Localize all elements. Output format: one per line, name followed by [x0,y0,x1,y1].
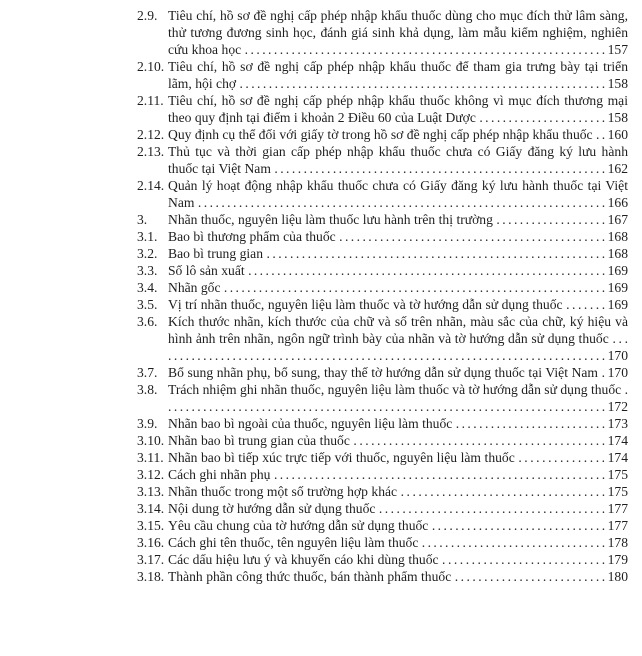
toc-entry-number: 2.11. [137,93,164,108]
toc-entry-body [168,483,628,500]
toc-entry[interactable] [137,92,628,126]
toc-entry-number: 2.14. [137,178,165,193]
toc-entry-page-number: 174 [607,433,628,448]
toc-entry-page-number: 169 [607,280,628,295]
dot-leader: . . . . . . . . . . . . . . . . . . . . . . . . . . . . . . . . . . . . . . . . . . . . . . . . . . . . . . . . . . . . . . . . . . . . . . . . . . . . . . [168,331,629,363]
toc-entry-title: Trách nhiệm ghi nhãn thuốc, nguyên liệu làm thuốc và tờ hướng dẫn sử dụng thuốc [168,382,622,397]
toc-entry[interactable] [137,534,628,551]
toc-entry-title: Nội dung tờ hướng dẫn sử dụng thuốc [168,501,376,516]
dot-leader: . . . . . . . . . . . . . . . . . . . . . . . . . . . . . . . . . . . . . . . . . . . . . . [339,229,608,244]
toc-entry-number: 3.9. [137,416,158,431]
dot-leader: . [601,365,608,380]
toc-entry[interactable] [137,551,628,568]
toc-entry[interactable] [137,415,628,432]
toc-entry-body [168,551,628,568]
toc-entry-number: 3.12. [137,467,165,482]
toc-entry-title: Tiêu chí, hồ sơ đề nghị cấp phép nhập khẩu thuốc để tham gia trưng bày tại triển lãm, hội chợ [168,59,628,91]
dot-leader: . . . . . . . . . . . . . . . . . . . . . . . . . . [454,569,608,584]
toc-entry-number: 3.7. [137,365,158,380]
dot-leader: . . . . . . . . . . . . . . . . . . . . . . . . . . . . . . . . . . . . . . . . . . . . . . . . . . . . . . . . . . [266,246,608,261]
toc-entry-page-number: 157 [607,42,629,57]
dot-leader: . . . . . . . . . . . . . . . . . . . . . . . . . . . . . . . . . . . [400,484,608,499]
toc-entry-title: Nhãn gốc [168,280,221,295]
toc-entry-title: Nhãn bao bì trung gian của thuốc [168,433,350,448]
toc-entry-page-number: 174 [607,450,628,465]
toc-entry[interactable] [137,211,628,228]
toc-entry-title: Bổ sung nhãn phụ, bổ sung, thay thế tờ hướng dẫn sử dụng thuốc tại Việt Nam [168,365,598,380]
toc-entry-number: 3.13. [137,484,165,499]
dot-leader: . . . . . . . . . . . . . . . . . . . . . . . . . . . . . . . . . . . . . . . . . . . . . . . . . . . . . . . . . . . . . . . . . . . . . . [197,195,608,210]
toc-entry-title: Cách ghi tên thuốc, tên nguyên liệu làm thuốc [168,535,419,550]
toc-entry-body [168,296,628,313]
toc-entry-number: 3.3. [137,263,158,278]
toc-entry-page-number: 169 [607,263,629,278]
toc-entry-number: 3.16. [137,535,165,550]
toc-entry[interactable] [137,228,628,245]
toc-entry-title: Tiêu chí, hồ sơ đề nghị cấp phép nhập khẩu thuốc không vì mục đích thương mại theo quy định tại điểm i khoản 2 Điều 60 của Luật Dược [168,93,628,125]
toc-entry-title: Các dấu hiệu lưu ý và khuyến cáo khi dùng thuốc [168,552,439,567]
toc-entry-title: Số lô sản xuất [168,263,245,278]
toc-entry-title: Nhãn bao bì tiếp xúc trực tiếp với thuốc, nguyên liệu làm thuốc [168,450,515,465]
toc-entry-number: 3.10. [137,433,165,448]
toc-entry-page-number: 180 [607,569,628,584]
toc-entry-number: 3.1. [137,229,158,244]
toc-entry-title: Thủ tục và thời gian cấp phép nhập khẩu thuốc chưa có Giấy đăng ký lưu hành thuốc tại Việt Nam [168,144,628,176]
toc-entry-title: Kích thước nhãn, kích thước của chữ và số trên nhãn, màu sắc của chữ, ký hiệu và hình ảnh trên nhãn, ngôn ngữ trình bày của nhãn và tờ hướng dẫn sử dụng thuốc [168,314,628,346]
toc-entry-page-number: 162 [607,161,629,176]
toc-entry-title: Nhãn thuốc trong một số trường hợp khác [168,484,398,499]
dot-leader: . . . . . . . [566,297,608,312]
toc-entry-number: 3.5. [137,297,158,312]
toc-entry[interactable] [137,313,628,364]
toc-entry[interactable] [137,296,628,313]
dot-leader: . . . . . . . . . . . . . . . . . . . . . . . . . . . . . . . . . . . . . . . . . . . . . . . . . . . . . . . . . [273,467,608,482]
dot-leader: . . . . . . . . . . . . . . . . . . . . . . . . . . . . . . . . . . . . . . . . . . . . . . . . . . . . . . . . . . . . . . . . . . . . . . . . . . . . [168,382,629,414]
toc-entry-number: 3.4. [137,280,158,295]
dot-leader: . . . . . . . . . . . . . . . . . . . . . . . . . . . . [442,552,608,567]
toc-entry-body [168,211,628,228]
toc-entry-body [168,415,628,432]
toc-entry-number: 3.11. [137,450,164,465]
toc-entry-number: 3.8. [137,382,158,397]
toc-entry-page-number: 170 [607,365,628,380]
toc-entry[interactable] [137,466,628,483]
dot-leader: . . . . . . . . . . . . . . . . . . . . . . . . . . . . . . . . . . . . . . . . . . . . . . . . . . . . . . . . . . . . . . . [239,76,608,91]
toc-entry-title: Yêu cầu chung của tờ hướng dẫn sử dụng thuốc [168,518,429,533]
toc-entry-body [168,92,628,126]
toc-entry-body [168,245,628,262]
toc-entry-title: Quản lý hoạt động nhập khẩu thuốc chưa có Giấy đăng ký lưu hành thuốc tại Việt Nam [168,178,628,210]
toc-entry-number: 3.17. [137,552,165,567]
toc-entry[interactable] [137,143,628,177]
toc-entry-title: Thành phần công thức thuốc, bán thành phẩm thuốc [168,569,452,584]
toc-entry-page-number: 160 [607,127,629,142]
toc-entry-body [168,568,628,585]
toc-entry[interactable] [137,517,628,534]
toc-entry-page-number: 172 [607,399,628,414]
toc-entry-number: 2.9. [137,8,158,23]
toc-entry-title: Tiêu chí, hồ sơ đề nghị cấp phép nhập khẩu thuốc dùng cho mục đích thử lâm sàng, thử tương đương sinh học, đánh giá sinh khả dụng, làm mẫu kiểm nghiệm, nghiên cứu khoa học [168,8,628,57]
toc-entry-page-number: 169 [607,297,629,312]
toc-entry-body [168,534,628,551]
toc-entry-number: 2.12. [137,127,165,142]
toc-entry-body [168,500,628,517]
toc-entry[interactable] [137,58,628,92]
toc-entry-title: Quy định cụ thể đối với giấy tờ trong hồ sơ đề nghị cấp phép nhập khẩu thuốc [168,127,593,142]
toc-entry-body [168,279,628,296]
toc-entry[interactable] [137,500,628,517]
toc-entry-number: 2.10. [137,59,165,74]
toc-entry-title: Cách ghi nhãn phụ [168,467,271,482]
toc-entry-number: 3. [137,212,148,227]
toc-entry[interactable] [137,126,628,143]
toc-entry[interactable] [137,381,628,415]
toc-entry-page-number: 175 [607,484,629,499]
toc-entry-body [168,449,628,466]
dot-leader: . . . . . . . . . . . . . . . . . . . . . . . . . . . . . . . . . . . . . . . . . . . [353,433,608,448]
toc-entry-title: Nhãn thuốc, nguyên liệu làm thuốc lưu hành trên thị trường [168,212,493,227]
toc-entry-title: Nhãn bao bì ngoài của thuốc, nguyên liệu làm thuốc [168,416,453,431]
dot-leader: . . . . . . . . . . . . . . . . . . . . . . [479,110,608,125]
toc-entry-page-number: 158 [607,76,629,91]
toc-entry-number: 3.18. [137,569,165,584]
toc-entry-title: Bao bì trung gian [168,246,264,261]
toc-entry-number: 3.15. [137,518,165,533]
toc-entry-number: 2.13. [137,144,165,159]
dot-leader: . . . . . . . . . . . . . . . . . . . . . . . . . . . . . . [431,518,608,533]
toc-entry-page-number: 173 [607,416,628,431]
toc-entry-body [168,313,628,364]
toc-entry[interactable] [137,279,628,296]
toc-entry-body [168,228,628,245]
toc-entry-body [168,58,628,92]
toc-entry-body [168,7,628,58]
toc-entry-body [168,177,628,211]
toc-entry[interactable] [137,245,628,262]
toc-entry-body [168,364,628,381]
toc-entry-page-number: 177 [607,501,629,516]
toc-entry-title: Bao bì thương phẩm của thuốc [168,229,336,244]
toc-entry-body [168,126,628,143]
dot-leader: . . . . . . . . . . . . . . . . . . . . . . . . . . . . . . . . . . . . . . . . . . . . . . . . . . . . . . . . . . . . . . . . . . [223,280,608,295]
toc-entry-number: 3.2. [137,246,158,261]
toc-entry-body [168,262,628,279]
dot-leader: . . . . . . . . . . . . . . . . . . . . . . . . . . . . . . . . . . . . . . . . . . . . . . . . . . . . . . . . . . . . . . [248,263,608,278]
dot-leader: . . . . . . . . . . . . . . . . . . . . . . . . . . . . . . . . [421,535,608,550]
dot-leader: . . . . . . . . . . . . . . . . . . . [496,212,608,227]
toc-entry[interactable] [137,449,628,466]
dot-leader: . . . . . . . . . . . . . . . . . . . . . . . . . . . . . . . . . . . . . . . [378,501,608,516]
toc-entry-page-number: 177 [607,518,628,533]
toc-entry-page-number: 166 [607,195,629,210]
toc-entry-body [168,466,628,483]
toc-entry-number: 3.6. [137,314,158,329]
toc-entry-body [168,432,628,449]
toc-entry[interactable] [137,432,628,449]
toc-entry-page-number: 158 [607,110,628,125]
toc-entry-page-number: 167 [607,212,629,227]
toc-entry-page-number: 175 [607,467,629,482]
toc-entry[interactable] [137,568,628,585]
dot-leader: . . . . . . . . . . . . . . . . . . . . . . . . . . . . . . . . . . . . . . . . . . . . . . . . . . . . . . . . . . . . . . [244,42,608,57]
toc-entry[interactable] [137,364,628,381]
dot-leader: . . . . . . . . . . . . . . . . . . . . . . . . . . [455,416,608,431]
dot-leader: . . [596,127,608,142]
toc-entry-number: 3.14. [137,501,165,516]
toc-entry-body [168,381,628,415]
toc-entry[interactable] [137,177,628,211]
toc-entry[interactable] [137,483,628,500]
toc-entry-title: Vị trí nhãn thuốc, nguyên liệu làm thuốc và tờ hướng dẫn sử dụng thuốc [168,297,563,312]
toc-entry-page-number: 168 [607,229,629,244]
toc-entry[interactable] [137,262,628,279]
toc-entry-page-number: 168 [607,246,629,261]
toc-entry-body [168,517,628,534]
toc-entry-page-number: 178 [607,535,629,550]
toc-entry[interactable] [137,7,628,58]
dot-leader: . . . . . . . . . . . . . . . . . . . . . . . . . . . . . . . . . . . . . . . . . . . . . . . . . . . . . . . . . [274,161,608,176]
toc-entry-page-number: 170 [607,348,628,363]
dot-leader: . . . . . . . . . . . . . . . [518,450,608,465]
toc-entry-body [168,143,628,177]
toc-entry-page-number: 179 [607,552,629,567]
